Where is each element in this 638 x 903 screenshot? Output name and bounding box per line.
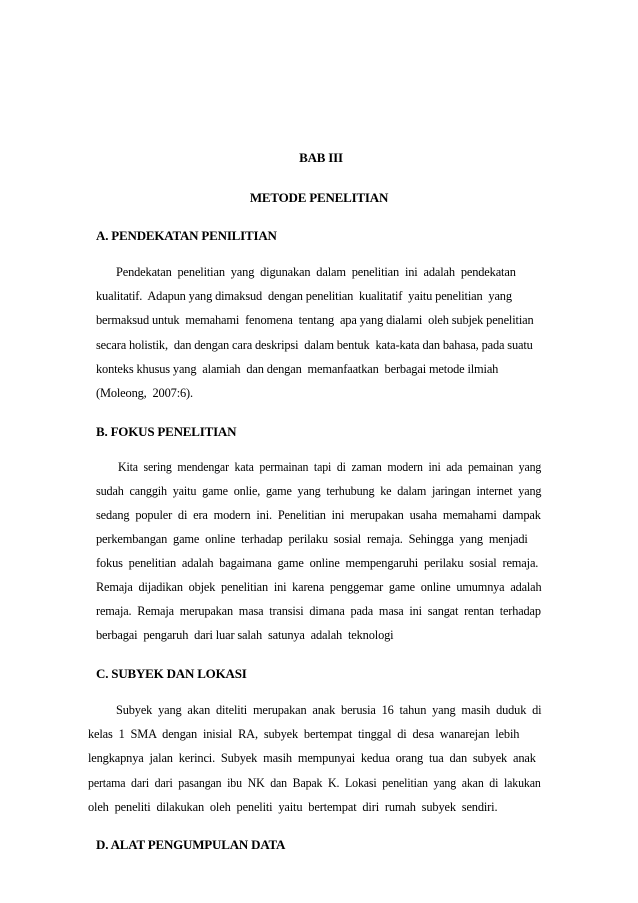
paragraph-line: pertama dari dari pasangan ibu NK dan Bapak K. Lokasi penelitian yang akan di lakukan [88,776,541,790]
paragraph-line: Remaja dijadikan objek penelitian ini karena penggemar game online umumnya adalah [96,580,542,594]
paragraph-line: konteks khusus yang alamiah dan dengan memanfaatkan berbagai metode ilmiah [96,362,499,376]
paragraph-line: sudah canggih yaitu game onlie, game yang terhubung ke dalam jaringan internet yang [96,484,542,498]
paragraph-line: kualitatif. Adapun yang dimaksud dengan penelitian kualitatif yaitu penelitian yang [96,289,512,303]
paragraph-line: Pendekatan penelitian yang digunakan dalam penelitian ini adalah pendekatan [116,265,516,279]
paragraph-line: oleh peneliti dilakukan oleh peneliti yaitu bertempat diri rumah subyek sendiri. [88,800,498,814]
paragraph-line: bermaksud untuk memahami fenomena tentang apa yang dialami oleh subjek penelitian [96,313,534,327]
section-heading-b: B. FOKUS PENELITIAN [96,424,237,439]
paragraph-line: kelas 1 SMA dengan inisial RA, subyek bertempat tinggal di desa wanarejan lebih [88,727,520,741]
paragraph-line: secara holistik, dan dengan cara deskripsi dalam bentuk kata-kata dan bahasa, pada suatu [96,338,533,352]
paragraph-line: fokus penelitian adalah bagaimana game online mempengaruhi perilaku sosial remaja. [96,556,539,570]
paragraph-line: berbagai pengaruh dari luar salah satunya adalah teknologi [96,628,394,642]
section-heading-d: D. ALAT PENGUMPULAN DATA [96,837,286,852]
paragraph-line: (Moleong, 2007:6). [96,386,193,400]
chapter-title: METODE PENELITIAN [249,190,389,205]
paragraph-line: Kita sering mendengar kata permainan tapi di zaman modern ini ada pemainan yang [118,460,542,474]
section-heading-c: C. SUBYEK DAN LOKASI [96,666,247,681]
paragraph-line: remaja. Remaja merupakan masa transisi dimana pada masa ini sangat rentan terhadap [96,604,541,618]
paragraph-line: perkembangan game online terhadap perilaku sosial remaja. Sehingga yang menjadi [96,532,528,546]
paragraph-line: lengkapnya jalan kerinci. Subyek masih mempunyai kedua orang tua dan subyek anak [88,751,536,765]
paragraph-line: Subyek yang akan diteliti merupakan anak berusia 16 tahun yang masih duduk di [116,703,542,717]
paragraph-line: sedang populer di era modern ini. Penelitian ini merupakan usaha memahami dampak [96,508,541,522]
chapter-number: BAB III [299,150,343,165]
section-heading-a: A. PENDEKATAN PENILITIAN [96,228,277,243]
